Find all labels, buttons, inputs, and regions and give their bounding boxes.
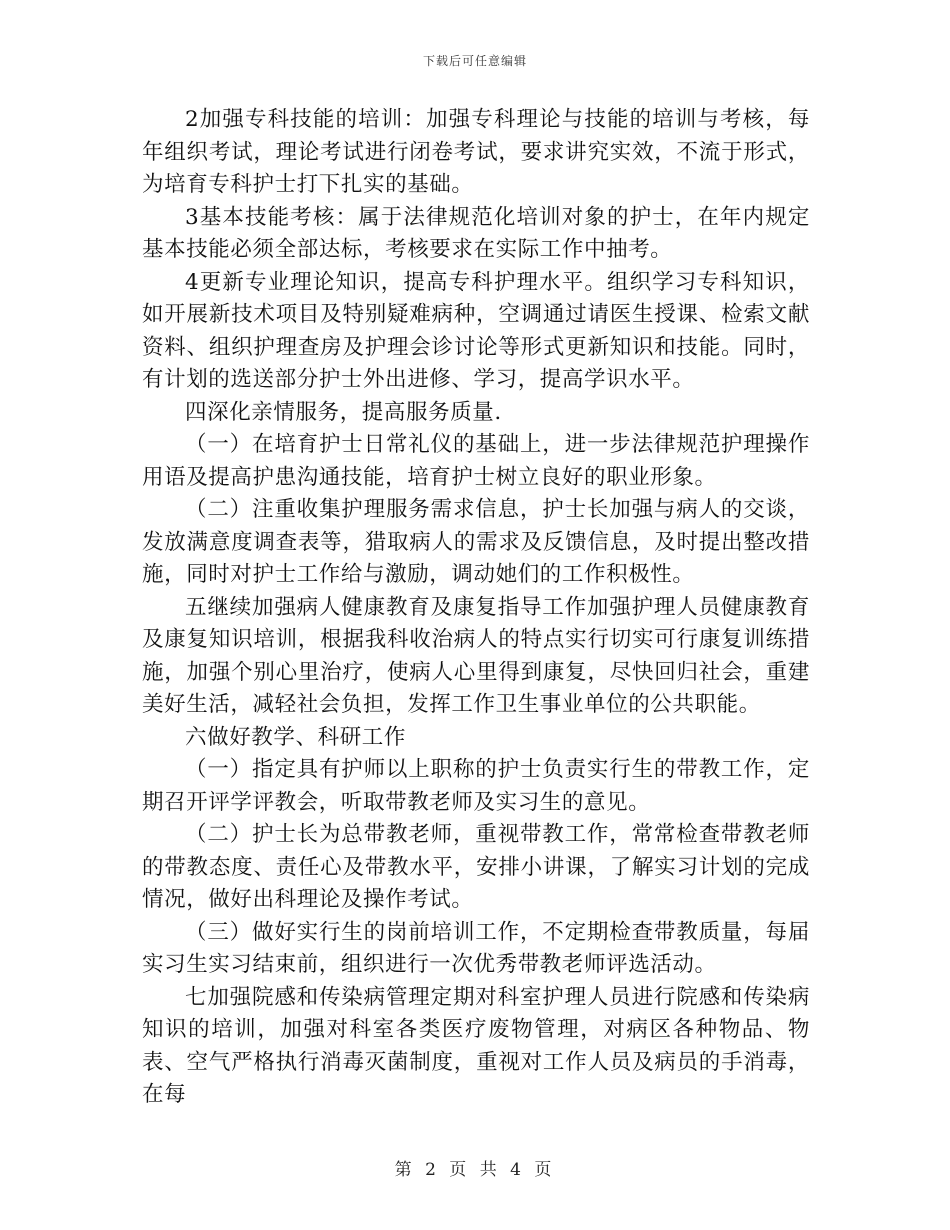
paragraph: （三）做好实行生的岗前培训工作，不定期检查带教质量，每届实习生实习结束前，组织进行一次优秀带教老师评选活动。	[142, 919, 810, 977]
section-heading: 六做好教学、科研工作	[185, 724, 407, 750]
paragraph: 2加强专科技能的培训：加强专科理论与技能的培训与考核，每年组织考试，理论考试进行闭卷考试，要求讲究实效，不流于形式，为培育专科护士打下扎实的基础。	[142, 107, 810, 197]
paragraph: （一）指定具有护师以上职称的护士负责实行生的带教工作，定期召开评学评教会，听取带教老师及实习生的意见。	[142, 757, 810, 815]
document-body	[142, 104, 810, 1112]
section-heading: 四深化亲情服务，提高服务质量.	[185, 399, 502, 425]
page-footer: 第 2 页 共 4 页	[394, 1160, 556, 1180]
paragraph: 七加强院感和传染病管理定期对科室护理人员进行院感和传染病知识的培训，加强对科室各类医疗废物管理，对病区各种物品、物表、空气严格执行消毒灭菌制度，重视对工作人员及病员的手消毒，在每	[142, 984, 810, 1107]
paragraph: （一）在培育护士日常礼仪的基础上，进一步法律规范护理操作用语及提高护患沟通技能，培育护士树立良好的职业形象。	[142, 432, 810, 490]
paragraph: （二）注重收集护理服务需求信息，护士长加强与病人的交谈，发放满意度调查表等，猎取病人的需求及反馈信息，及时提出整改措施，同时对护士工作给与激励，调动她们的工作积极性。	[142, 497, 810, 587]
page-header: 下载后可任意编辑	[422, 54, 527, 68]
paragraph: 3基本技能考核：属于法律规范化培训对象的护士，在年内规定基本技能必须全部达标，考核要求在实际工作中抽考。	[142, 204, 810, 262]
paragraph: 五继续加强病人健康教育及康复指导工作加强护理人员健康教育及康复知识培训，根据我科收治病人的特点实行切实可行康复训练措施，加强个别心里治疗，使病人心里得到康复，尽快回归社会，重建美好生活，减轻社会负担，发挥工作卫生事业单位的公共职能。	[142, 594, 810, 717]
paragraph: 4更新专业理论知识，提高专科护理水平。组织学习专科知识，如开展新技术项目及特别疑难病种，空调通过请医生授课、检索文献资料、组织护理查房及护理会诊讨论等形式更新知识和技能。同时，有计划的选送部分护士外出进修、学习，提高学识水平。	[142, 269, 810, 392]
paragraph: （二）护士长为总带教老师，重视带教工作，常常检查带教老师的带教态度、责任心及带教水平，安排小讲课，了解实习计划的完成情况，做好出科理论及操作考试。	[142, 822, 810, 912]
